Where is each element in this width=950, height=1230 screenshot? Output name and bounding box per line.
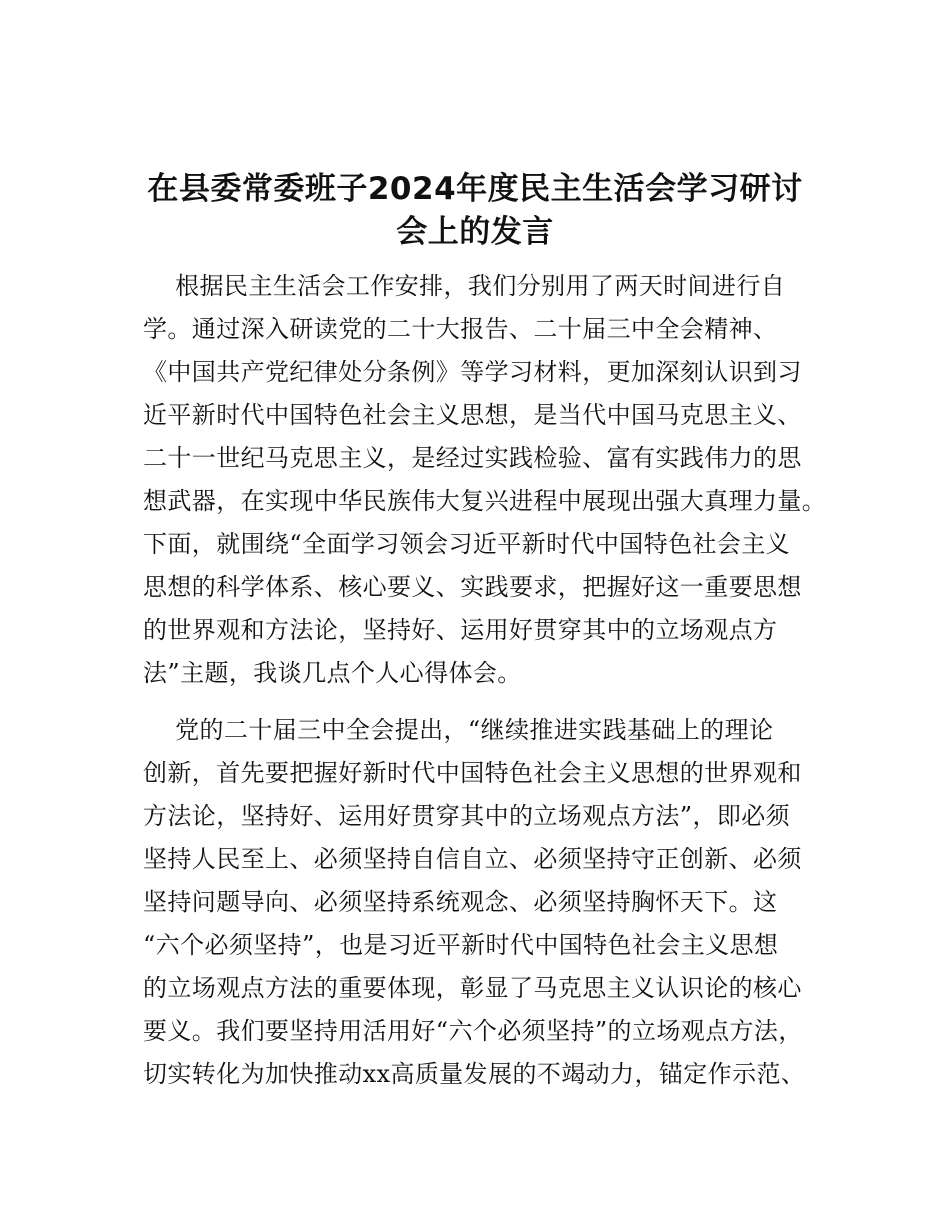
paragraph-2-line: 党的二十届三中全会提出，“继续推进实践基础上的理论 <box>143 716 774 744</box>
paragraph-1-line: 《中国共产党纪律处分条例》等学习材料，更加深刻认识到习 <box>143 358 802 386</box>
paragraph-1-line: 法”主题，我谈几点个人心得体会。 <box>143 659 522 687</box>
paragraph-1-line: 的世界观和方法论，坚持好、运用好贯穿其中的立场观点方 <box>143 616 778 644</box>
paragraph-2-line: 坚持问题导向、必须坚持系统观念、必须坚持胸怀天下。这 <box>143 888 778 916</box>
paragraph-2-line: 方法论，坚持好、运用好贯穿其中的立场观点方法”，即必须 <box>143 802 791 830</box>
document-title-line-1: 在县委常委班子2024年度民主生活会学习研讨 <box>147 171 803 207</box>
paragraph-1-line: 想武器，在实现中华民族伟大复兴进程中展现出强大真理力量。 <box>143 487 827 515</box>
paragraph-1-line: 近平新时代中国特色社会主义思想，是当代中国马克思主义、 <box>143 401 802 429</box>
document-title-line-2: 会上的发言 <box>396 214 554 250</box>
paragraph-1-line: 学。通过深入研读党的二十大报告、二十届三中全会精神、 <box>143 315 778 343</box>
paragraph-1-line: 下面，就围绕“全面学习领会习近平新时代中国特色社会主义 <box>143 530 791 558</box>
paragraph-2-line: 坚持人民至上、必须坚持自信自立、必须坚持守正创新、必须 <box>143 845 802 873</box>
paragraph-2-line: 的立场观点方法的重要体现，彰显了马克思主义认识论的核心 <box>143 974 802 1002</box>
paragraph-2-line: “六个必须坚持”，也是习近平新时代中国特色社会主义思想 <box>143 931 779 959</box>
paragraph-1-line: 根据民主生活会工作安排，我们分别用了两天时间进行自 <box>143 272 786 300</box>
paragraph-2-line: 要义。我们要坚持用活用好“六个必须坚持”的立场观点方法， <box>143 1017 803 1045</box>
paragraph-1-line: 思想的科学体系、核心要义、实践要求，把握好这一重要思想 <box>143 573 802 601</box>
paragraph-1-line: 二十一世纪马克思主义，是经过实践检验、富有实践伟力的思 <box>143 444 802 472</box>
paragraph-2-line: 创新，首先要把握好新时代中国特色社会主义思想的世界观和 <box>143 759 802 787</box>
paragraph-2-line: 切实转化为加快推动xx高质量发展的不竭动力，锚定作示范、 <box>143 1060 806 1088</box>
